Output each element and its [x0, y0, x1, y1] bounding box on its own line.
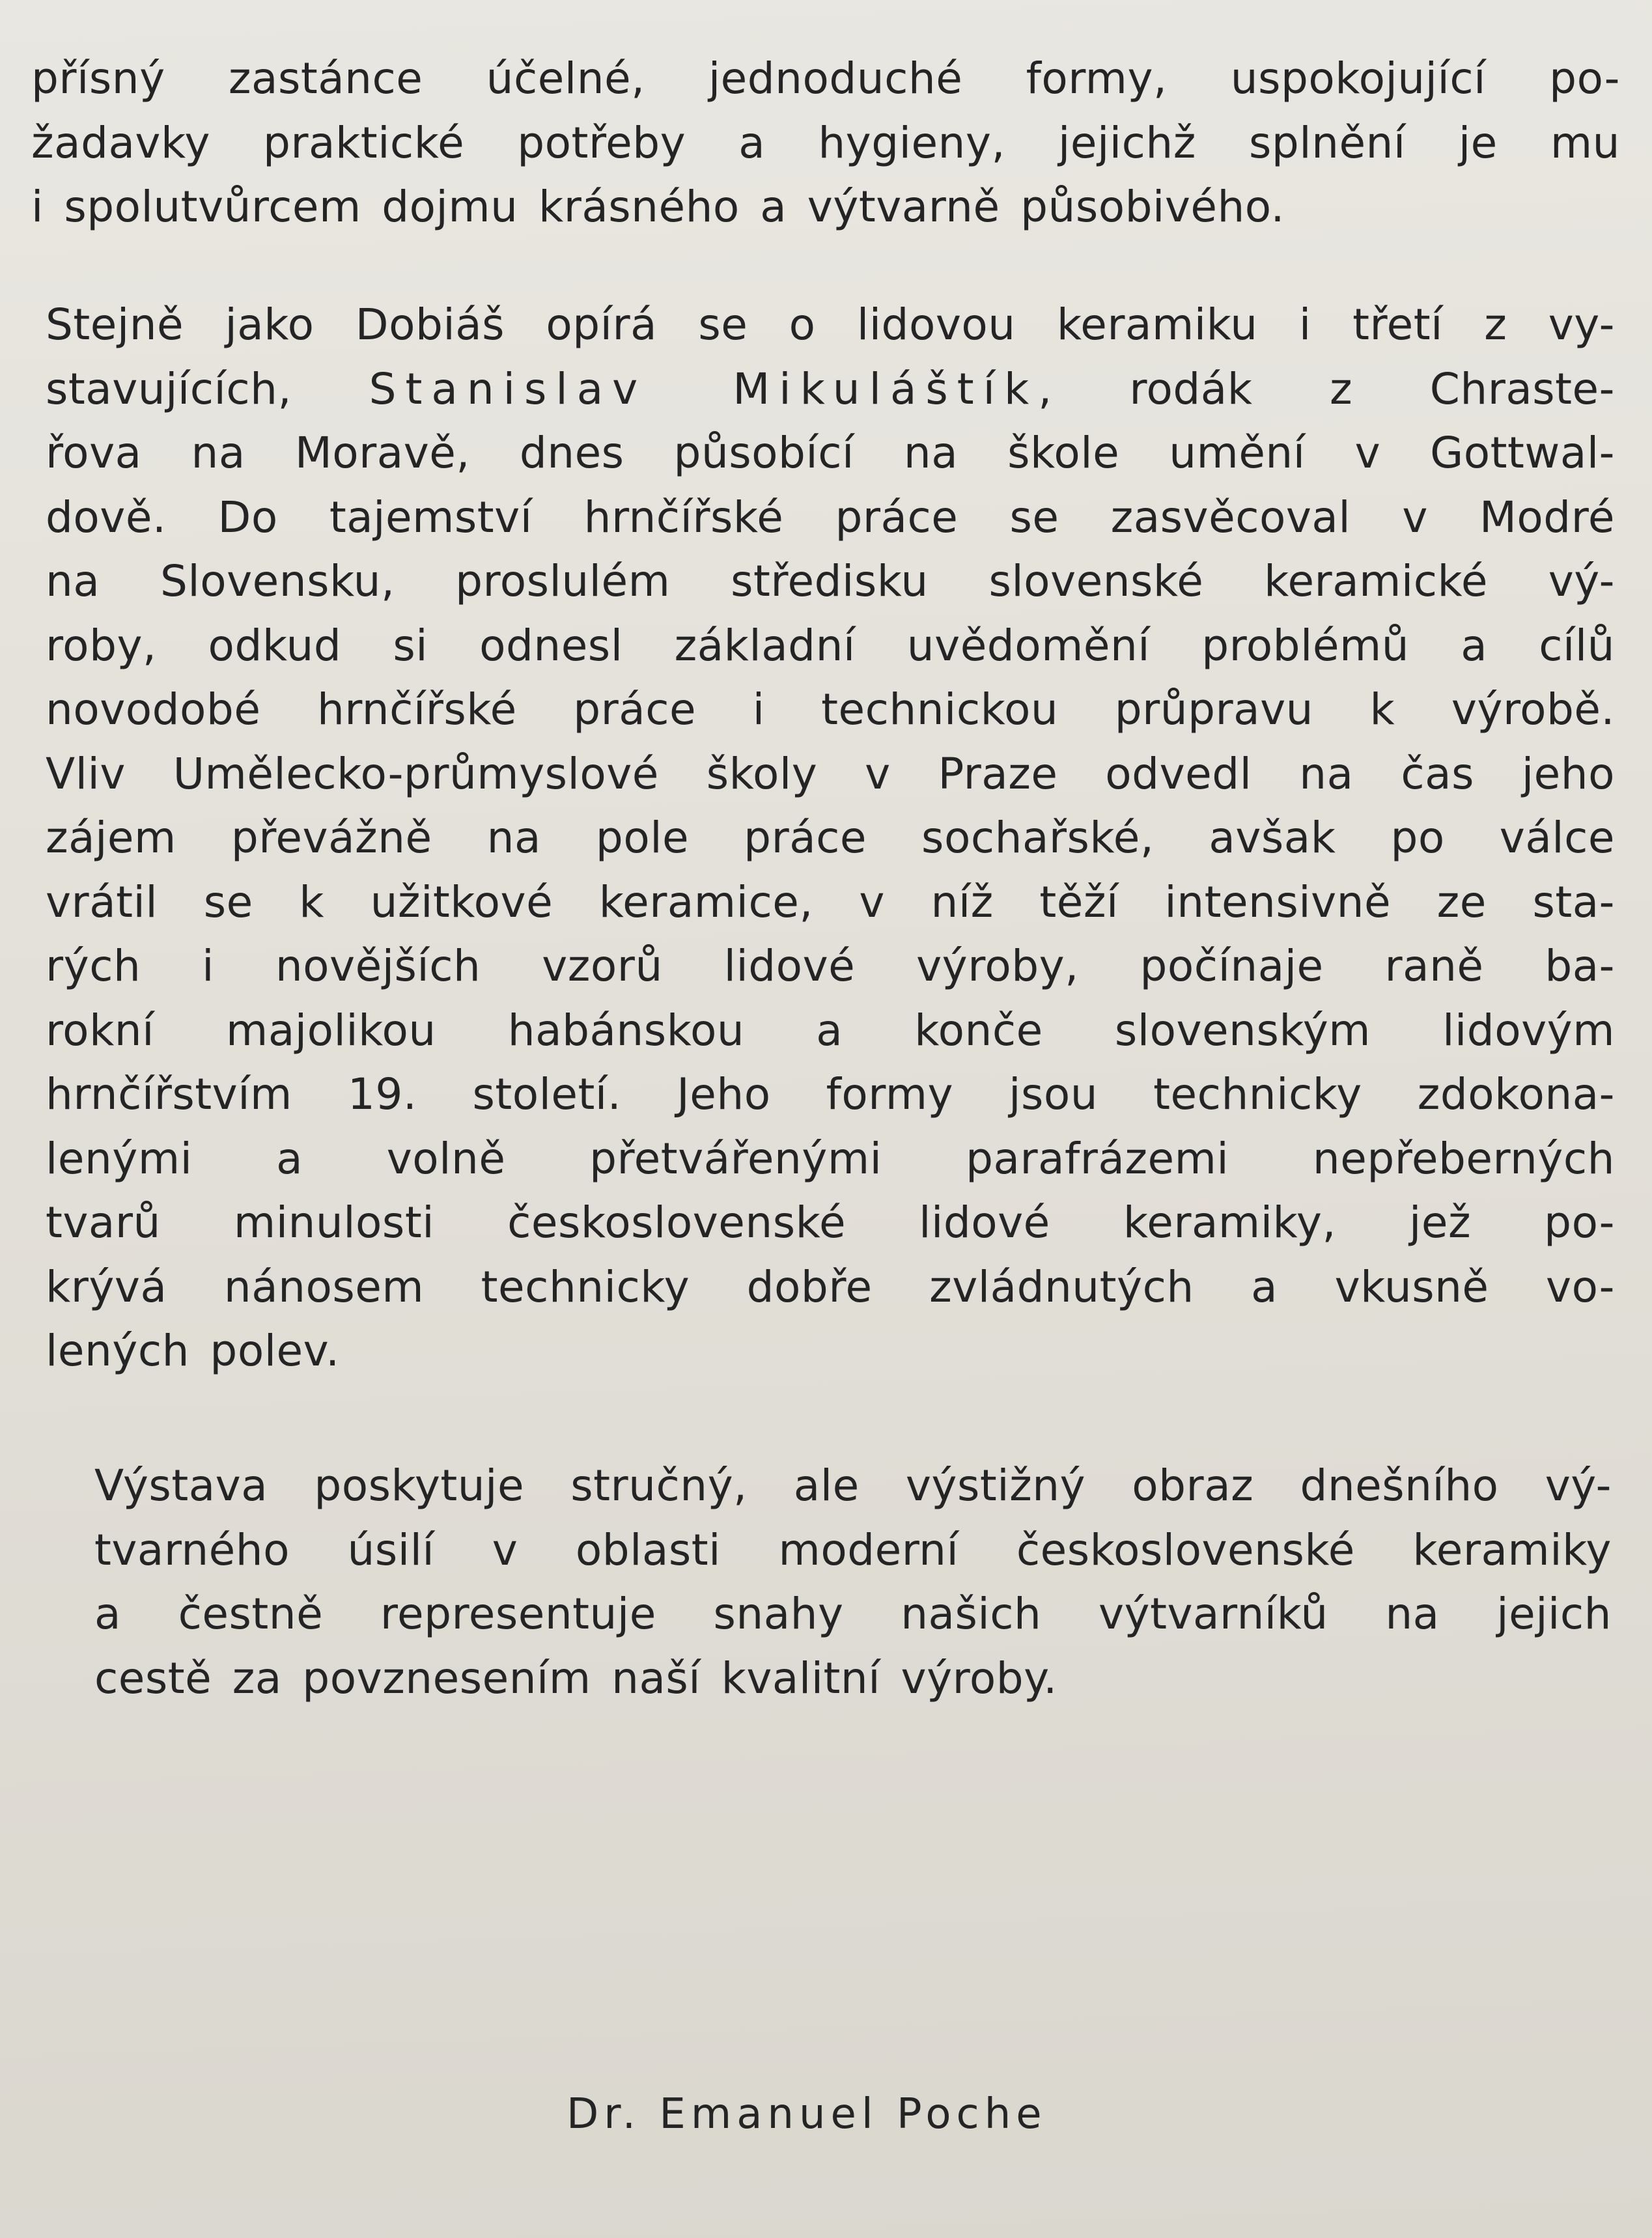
text-line: tvarného úsilí v oblasti moderní československé keramiky — [94, 1524, 1612, 1575]
text-line: Výstava poskytuje stručný, ale výstižný obraz dnešního vý- — [94, 1461, 1612, 1511]
text-line: Vliv Umělecko-průmyslové školy v Praze odvedl na čas jeho — [46, 748, 1615, 799]
text-line: Stejně jako Dobiáš opírá se o lidovou keramiku i třetí z vy- — [46, 300, 1615, 350]
author-signature: Dr. Emanuel Poche — [567, 2090, 1047, 2138]
text-line: tvarů minulosti československé lidové keramiky, jež po- — [46, 1197, 1615, 1248]
text-line: cestě za povznesením naší kvalitní výroby. — [94, 1653, 1057, 1703]
paragraph-3 — [94, 1454, 1612, 1711]
paragraph-2 — [46, 293, 1615, 1384]
text-line: přísný zastánce účelné, jednoduché formy, uspokojující po- — [31, 53, 1620, 104]
text-line: dově. Do tajemství hrnčířské práce se zasvěcoval v Modré — [46, 492, 1615, 542]
text-line: na Slovensku, proslulém středisku slovenské keramické vý- — [46, 556, 1615, 606]
text-line: rokní majolikou habánskou a konče slovenským lidovým — [46, 1005, 1615, 1056]
text-line: žadavky praktické potřeby a hygieny, jejichž splnění je mu — [31, 117, 1620, 168]
text-line: a čestně representuje snahy našich výtvarníků na jejich — [94, 1589, 1612, 1639]
text-line: hrnčířstvím 19. století. Jeho formy jsou technicky zdokona- — [46, 1069, 1615, 1119]
text-line: roby, odkud si odnesl základní uvědomění problémů a cílů — [46, 620, 1615, 671]
text-line: lenými a volně přetvářenými parafrázemi nepřeberných — [46, 1133, 1615, 1184]
text-line: vrátil se k užitkové keramice, v níž těží intensivně ze sta- — [46, 876, 1615, 927]
artist-name: Stanislav Mikuláštík — [369, 363, 1039, 414]
text-line: řova na Moravě, dnes působící na škole umění v Gottwal- — [46, 428, 1615, 478]
text-fragment: , rodák z Chraste- — [1038, 363, 1615, 414]
text-line: lených polev. — [46, 1326, 340, 1376]
text-fragment: stavujících, — [46, 363, 369, 414]
text-line: i spolutvůrcem dojmu krásného a výtvarně působivého. — [31, 182, 1285, 232]
text-line: rých i novějších vzorů lidové výroby, počínaje raně ba- — [46, 941, 1615, 991]
text-line: novodobé hrnčířské práce i technickou průpravu k výrobě. — [46, 684, 1615, 734]
paragraph-1 — [31, 47, 1620, 240]
text-line: zájem převážně na pole práce sochařské, avšak po válce — [46, 813, 1615, 863]
text-line: krývá nánosem technicky dobře zvládnutých a vkusně vo- — [46, 1261, 1615, 1312]
text-line — [46, 357, 1615, 422]
